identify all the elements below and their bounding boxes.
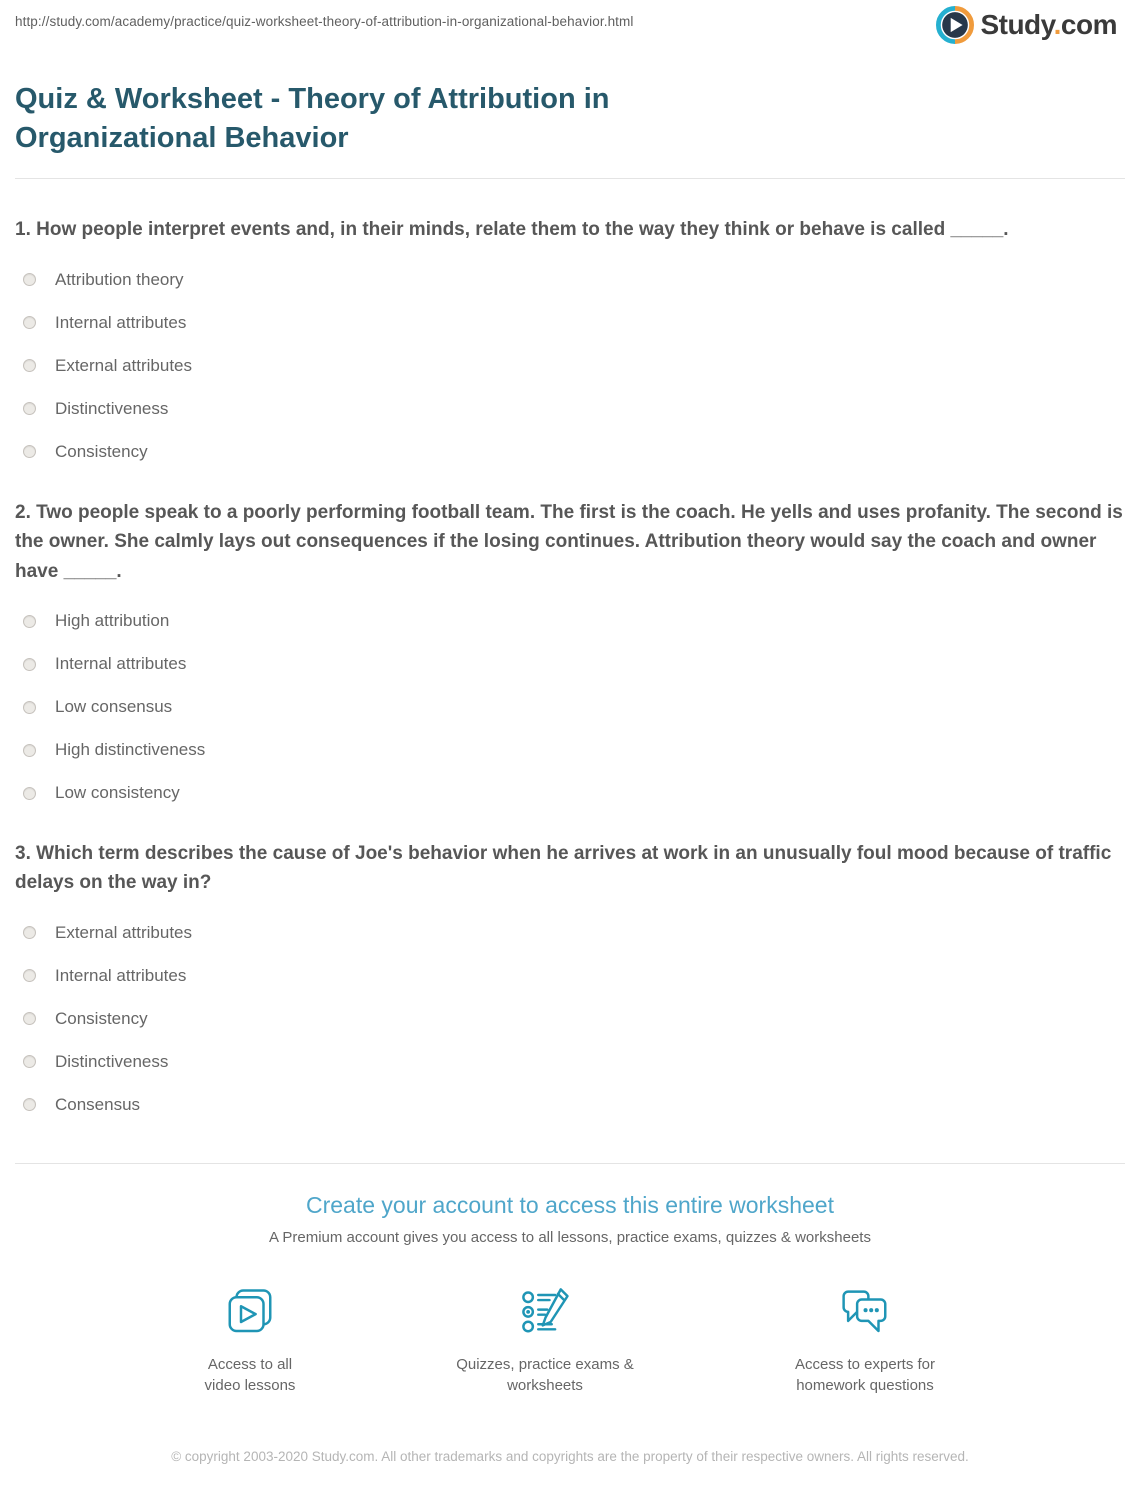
feature-quizzes-worksheets: [455, 1286, 635, 1396]
option-row[interactable]: [15, 740, 1125, 760]
question-1-text: 1. How people interpret events and, in their minds, relate them to the way they think or behave is called _____.: [15, 219, 1009, 241]
option-label[interactable]: Low consistency: [55, 783, 180, 803]
option-row[interactable]: [15, 923, 1125, 943]
option-label[interactable]: Attribution theory: [55, 269, 184, 289]
option-row[interactable]: [15, 399, 1125, 419]
question-3-text: 3. Which term describes the cause of Joe's behavior when he arrives at work in an unusually foul mood because of traffic delays on the way in?: [15, 843, 1112, 894]
option-label[interactable]: External attributes: [55, 355, 193, 375]
footer-subheading: A Premium account gives you access to all lessons, practice exams, quizzes & worksheets: [269, 1228, 871, 1246]
option-row[interactable]: [15, 611, 1125, 631]
option-label[interactable]: High attribution: [55, 611, 170, 631]
feature-label: Access to all video lessons: [204, 1355, 296, 1394]
radio-button[interactable]: [23, 1098, 36, 1111]
question-2: [15, 498, 1125, 803]
footer-heading: Create your account to access this entire worksheet: [306, 1191, 834, 1218]
question-2-options: [15, 611, 1125, 803]
video-lessons-icon: [223, 1286, 277, 1340]
radio-button[interactable]: [23, 744, 36, 757]
radio-button[interactable]: [23, 445, 36, 458]
option-label[interactable]: Distinctiveness: [55, 1051, 169, 1071]
option-label[interactable]: Consistency: [55, 441, 148, 461]
option-label[interactable]: External attributes: [55, 922, 193, 942]
question-1-options: [15, 270, 1125, 462]
footer: [15, 1192, 1125, 1494]
feature-label: Access to experts for homework questions: [794, 1355, 936, 1394]
option-row[interactable]: [15, 442, 1125, 462]
radio-button[interactable]: [23, 658, 36, 671]
radio-button[interactable]: [23, 273, 36, 286]
radio-button[interactable]: [23, 1055, 36, 1068]
option-label[interactable]: Internal attributes: [55, 654, 187, 674]
option-row[interactable]: [15, 313, 1125, 333]
radio-button[interactable]: [23, 969, 36, 982]
question-3-options: [15, 923, 1125, 1115]
option-label[interactable]: Consensus: [55, 1094, 141, 1114]
studycom-logo[interactable]: [936, 6, 1117, 44]
radio-button[interactable]: [23, 316, 36, 329]
page-url: http://study.com/academy/practice/quiz-worksheet-theory-of-attribution-in-organizational-behavior.html: [15, 14, 634, 29]
option-row[interactable]: [15, 966, 1125, 986]
radio-button[interactable]: [23, 615, 36, 628]
option-label[interactable]: Internal attributes: [55, 965, 187, 985]
studycom-logo-icon: [936, 6, 974, 44]
option-row[interactable]: [15, 654, 1125, 674]
question-2-text: 2. Two people speak to a poorly performing football team. The first is the coach. He yells and uses profanity. The second is the owner. She calmly lays out consequences if the losing continues. Attribution theory would say the coach and owner have _____.: [15, 501, 1123, 582]
page-header: [15, 0, 1125, 64]
option-label[interactable]: Consistency: [55, 1008, 148, 1028]
radio-button[interactable]: [23, 926, 36, 939]
radio-button[interactable]: [23, 701, 36, 714]
studycom-logo-text: Study.com: [980, 9, 1117, 40]
option-row[interactable]: [15, 270, 1125, 290]
quizzes-worksheets-icon: [518, 1286, 572, 1340]
title-divider: [15, 178, 1125, 179]
radio-button[interactable]: [23, 1012, 36, 1025]
radio-button[interactable]: [23, 787, 36, 800]
option-row[interactable]: [15, 783, 1125, 803]
option-label[interactable]: Low consensus: [55, 697, 173, 717]
copyright-text: © copyright 2003-2020 Study.com. All other trademarks and copyrights are the property of their respective owners. All rights reserved.: [171, 1448, 969, 1464]
option-row[interactable]: [15, 697, 1125, 717]
feature-video-lessons: [195, 1286, 305, 1396]
option-row[interactable]: [15, 356, 1125, 376]
feature-label: Quizzes, practice exams & worksheets: [456, 1355, 634, 1394]
radio-button[interactable]: [23, 359, 36, 372]
footer-divider: [15, 1163, 1125, 1164]
question-3: [15, 839, 1125, 1115]
option-label[interactable]: Distinctiveness: [55, 398, 169, 418]
experts-chat-icon: [838, 1286, 892, 1340]
question-1: [15, 215, 1125, 461]
option-label[interactable]: Internal attributes: [55, 312, 187, 332]
feature-list: [15, 1286, 1125, 1396]
feature-experts-chat: [785, 1286, 945, 1396]
page-title: Quiz & Worksheet - Theory of Attribution in Organizational Behavior: [15, 83, 610, 155]
option-label[interactable]: High distinctiveness: [55, 740, 206, 760]
option-row[interactable]: [15, 1009, 1125, 1029]
radio-button[interactable]: [23, 402, 36, 415]
option-row[interactable]: [15, 1052, 1125, 1072]
option-row[interactable]: [15, 1095, 1125, 1115]
